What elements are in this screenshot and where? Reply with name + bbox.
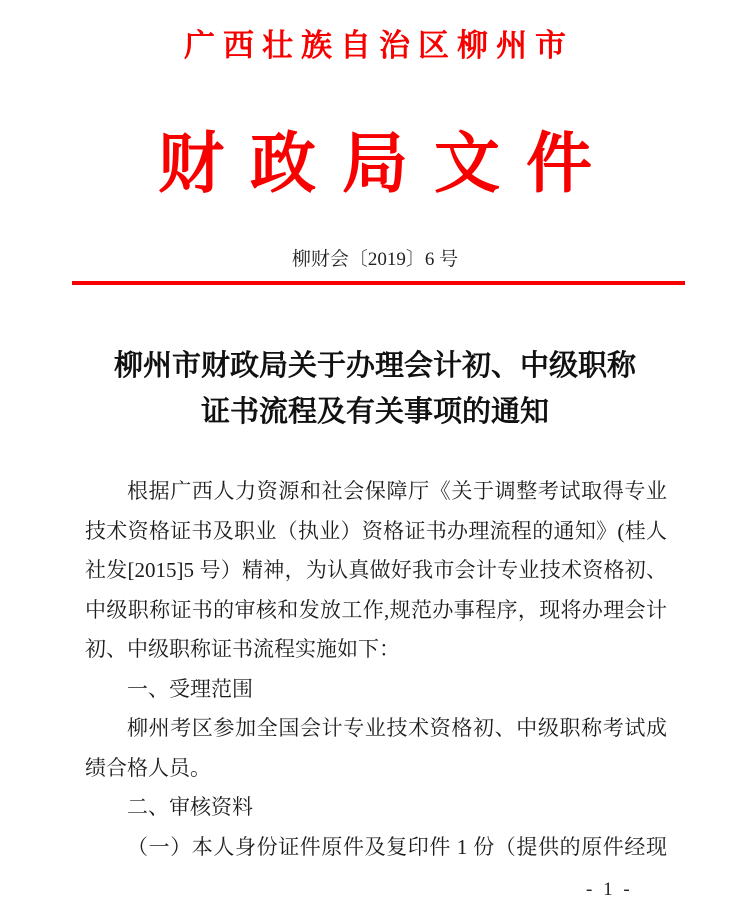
body-line: 根据广西人力资源和社会保障厅《关于调整考试取得专业 <box>127 479 667 503</box>
body-section-heading: 一、受理范围 <box>127 676 253 701</box>
body-line: 中级职称证书的审核和发放工作,规范办事程序，现将办理会计 <box>85 597 667 622</box>
body-line: 柳州考区参加全国会计专业技术资格初、中级职称考试成 <box>127 716 667 740</box>
document-title <box>0 343 750 435</box>
body-section-heading: 二、审核资料 <box>127 795 253 819</box>
page-number: - 1 - <box>586 879 633 900</box>
body-line: 社发[2015]5 号）精神，为认真做好我市会计专业技术资格初、 <box>85 558 667 582</box>
document-type-banner: 财政局文件 <box>158 126 618 200</box>
document-body <box>85 472 667 867</box>
document-title-line-1: 柳州市财政局关于办理会计初、中级职称 <box>113 350 636 382</box>
body-line: 技术资格证书及职业（执业）资格证书办理流程的通知》(桂人 <box>85 518 667 543</box>
body-line: 绩合格人员。 <box>85 755 211 780</box>
document-title-line-2: 证书流程及有关事项的通知 <box>200 396 549 428</box>
body-line: 初、中级职称证书流程实施如下： <box>85 637 400 661</box>
red-divider-line <box>72 281 685 285</box>
body-line: （一）本人身份证件原件及复印件 1 份（提供的原件经现 <box>127 834 667 859</box>
issuing-org-name: 广西壮族自治区柳州市 <box>184 28 574 63</box>
document-reference-number: 柳财会〔2019〕6 号 <box>291 249 459 270</box>
